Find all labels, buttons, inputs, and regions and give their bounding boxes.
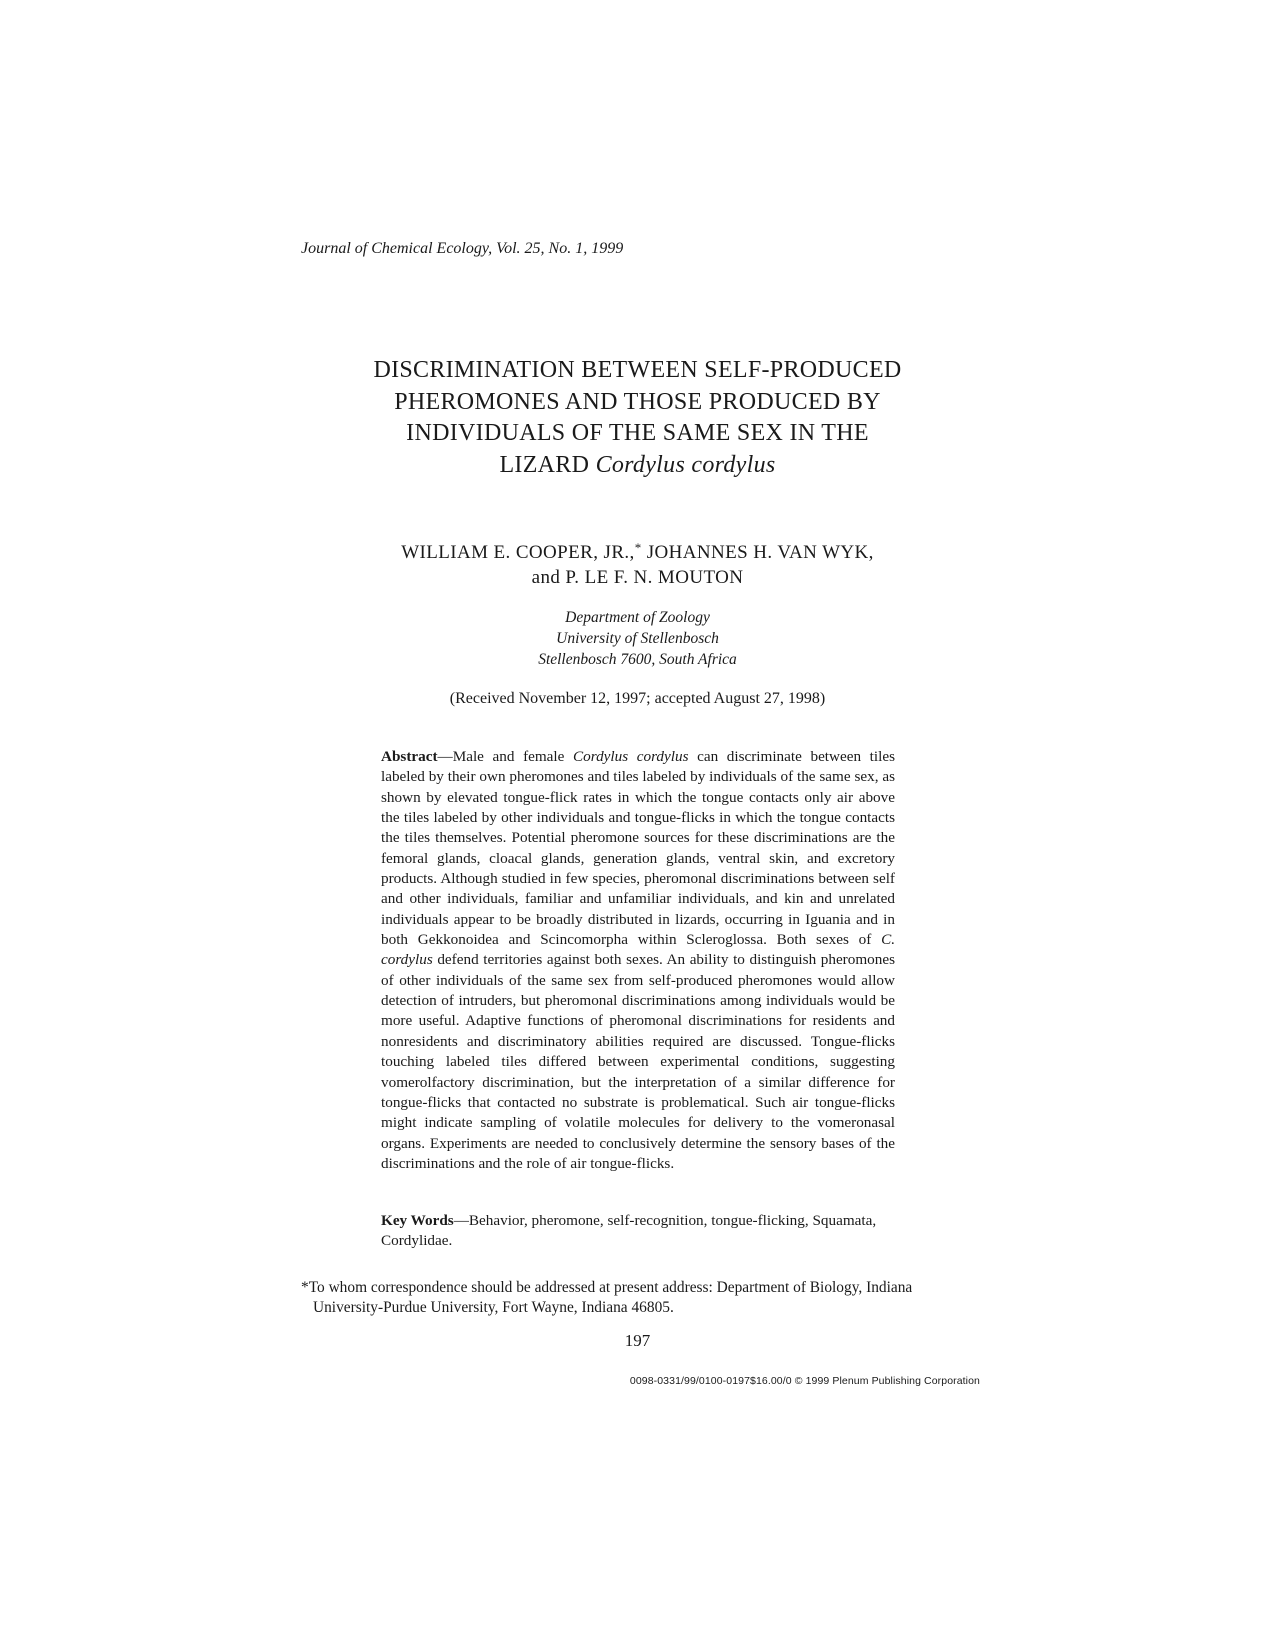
abstract-species-1: Cordylus cordylus [573,748,689,765]
abstract-text-3: defend territories against both sexes. An ability to distinguish pheromones of other individuals of the same sex from self-produced pheromones would allow detection of intruders, but pheromonal discriminations among individuals would be more useful. Adaptive functions of pheromonal discriminations for residents and nonresidents and discriminatory abilities required are discussed. Tongue-flicks touching labeled tiles differed between experimental conditions, suggesting vomerolfactory discrimination, but the interpretation of a similar difference for tongue-flicks that contacted no substrate is problematical. Such air tongue-flicks might indicate sampling of volatile molecules for delivery to the vomeronasal organs. Experiments are needed to conclusively determine the sensory bases of the discriminations and the role of air tongue-flicks. [381,951,895,1172]
correspondence-marker: * [634,540,642,555]
author-cooper: WILLIAM E. COOPER, JR., [401,542,635,563]
abstract-label: Abstract [381,748,438,765]
authors-line-2: and P. LE F. N. MOUTON [531,567,744,588]
keywords [381,1211,895,1252]
journal-citation: Journal of Chemical Ecology, Vol. 25, No. 1, 1999 [301,240,624,257]
abstract-text-1: Male and female [452,748,573,765]
keywords-dash: — [453,1212,469,1229]
affiliation [380,607,895,670]
keywords-label: Key Words [381,1212,454,1229]
title-line-1: DISCRIMINATION BETWEEN SELF-PRODUCED [373,357,902,383]
abstract [381,747,895,1174]
footnote-line-2: University-Purdue University, Fort Wayne, Indiana 46805. [313,1298,674,1316]
abstract-dash: — [437,748,453,765]
title-species: Cordylus cordylus [595,451,776,478]
keywords-text: Behavior, pheromone, self-recognition, tongue-flicking, Squamata, Cordylidae. [381,1212,877,1250]
page-number: 197 [624,1331,651,1350]
abstract-species-2: C. cordylus [381,931,895,969]
footnote-line-1: *To whom correspondence should be addressed at present address: Department of Biology, Indiana [301,1279,913,1296]
title-line-2: PHEROMONES AND THOSE PRODUCED BY [394,388,881,415]
title-prefix: LIZARD [499,451,590,478]
affiliation-department: Department of Zoology [565,609,710,626]
article-title [330,355,945,481]
abstract-text-2: can discriminate between tiles labeled by their own pheromones and tiles labeled by individuals of the same sex, as shown by elevated tongue-flick rates in which the tongue contacts only air above the tiles labeled by other individuals and tongue-flicks in which the tongue contacts the tiles themselves. Potential pheromone sources for these discriminations are the femoral glands, cloacal glands, generation glands, ventral skin, and excretory products. Although studied in few species, pheromonal discriminations between self and other individuals, familiar and unfamiliar individuals, and kin and unrelated individuals appear to be broadly distributed in lizards, occurring in Iguania and in both Gekkonoidea and Scincomorpha within Scleroglossa. Both sexes of [381,748,895,949]
affiliation-location: Stellenbosch 7600, South Africa [538,651,737,668]
author-list [330,535,945,590]
affiliation-university: University of Stellenbosch [556,630,719,647]
title-line-3: INDIVIDUALS OF THE SAME SEX IN THE [406,420,869,446]
correspondence-footnote [301,1278,981,1317]
title-line-4 [330,450,945,482]
author-van-wyk: JOHANNES H. VAN WYK, [646,542,874,563]
authors-line-1 [330,535,945,565]
copyright-line: 0098-0331/99/0100-0197$16.00/0 © 1999 Plenum Publishing Corporation [629,1375,980,1387]
received-dates: (Received November 12, 1997; accepted August 27, 1998) [449,690,826,707]
